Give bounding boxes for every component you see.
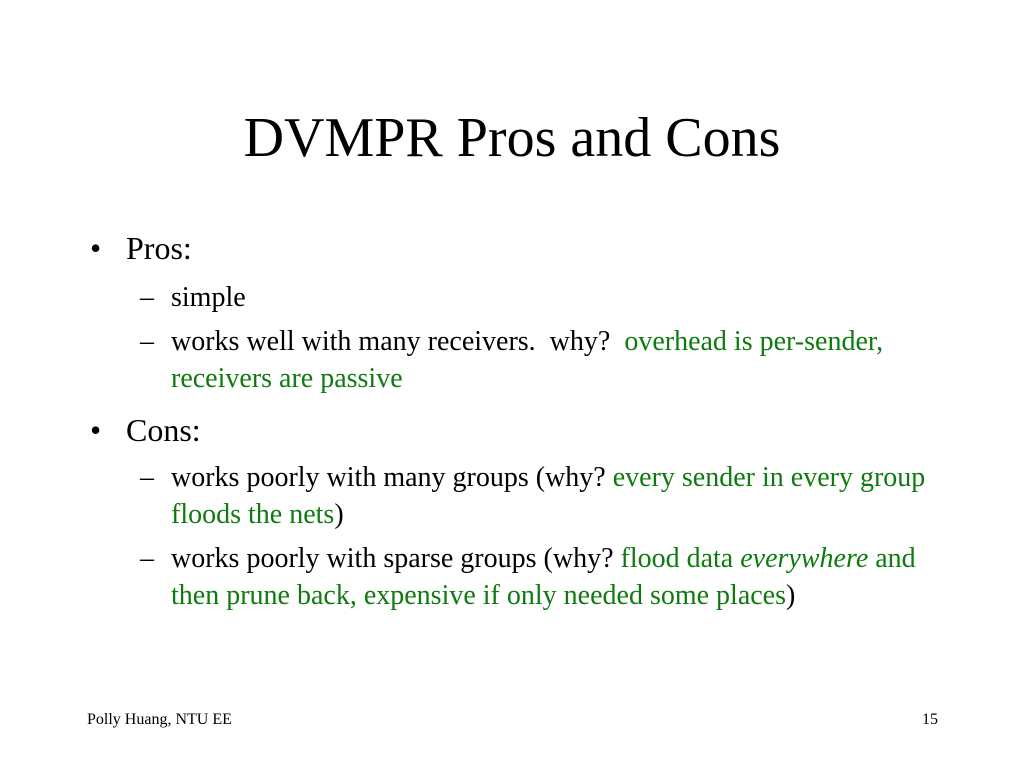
cons-item-answer-emphasis: everywhere [740,543,869,574]
slide-title: DVMPR Pros and Cons [243,107,781,169]
cons-item-text: works poorly with sparse groups (why? [171,543,621,574]
bullet-pros [90,230,192,266]
pros-item-answer: overhead is per-sender, receivers are passive [171,326,884,394]
dash-icon: – [140,543,154,574]
bullet-cons [90,412,201,448]
bullet-pros-label: Pros: [126,230,192,266]
cons-item-close: ) [786,580,796,611]
dash-icon: – [140,462,154,493]
pros-item-text: works well with many receivers. why? [171,326,625,357]
footer-author: Polly Huang, NTU EE [87,711,232,728]
cons-item-text: works poorly with many groups (why? [171,462,613,493]
footer-page-number: 15 [922,711,938,728]
bullet-icon: • [90,230,102,266]
cons-item-answer: every sender in every group floods the nets [171,462,926,530]
dash-icon: – [140,282,154,313]
cons-item-close: ) [334,499,344,530]
pros-item-text: simple [171,282,246,313]
cons-item-answer-part2: and then prune back, expensive if only needed some places [171,543,923,611]
cons-item-many-groups [140,459,940,533]
dash-icon: – [140,326,154,357]
cons-item-sparse-groups [140,540,940,614]
bullet-icon: • [90,412,102,448]
pros-item-receivers [140,323,940,397]
cons-item-answer-part1: flood data [620,543,741,574]
pros-item-simple [140,279,940,316]
bullet-cons-label: Cons: [126,412,201,448]
